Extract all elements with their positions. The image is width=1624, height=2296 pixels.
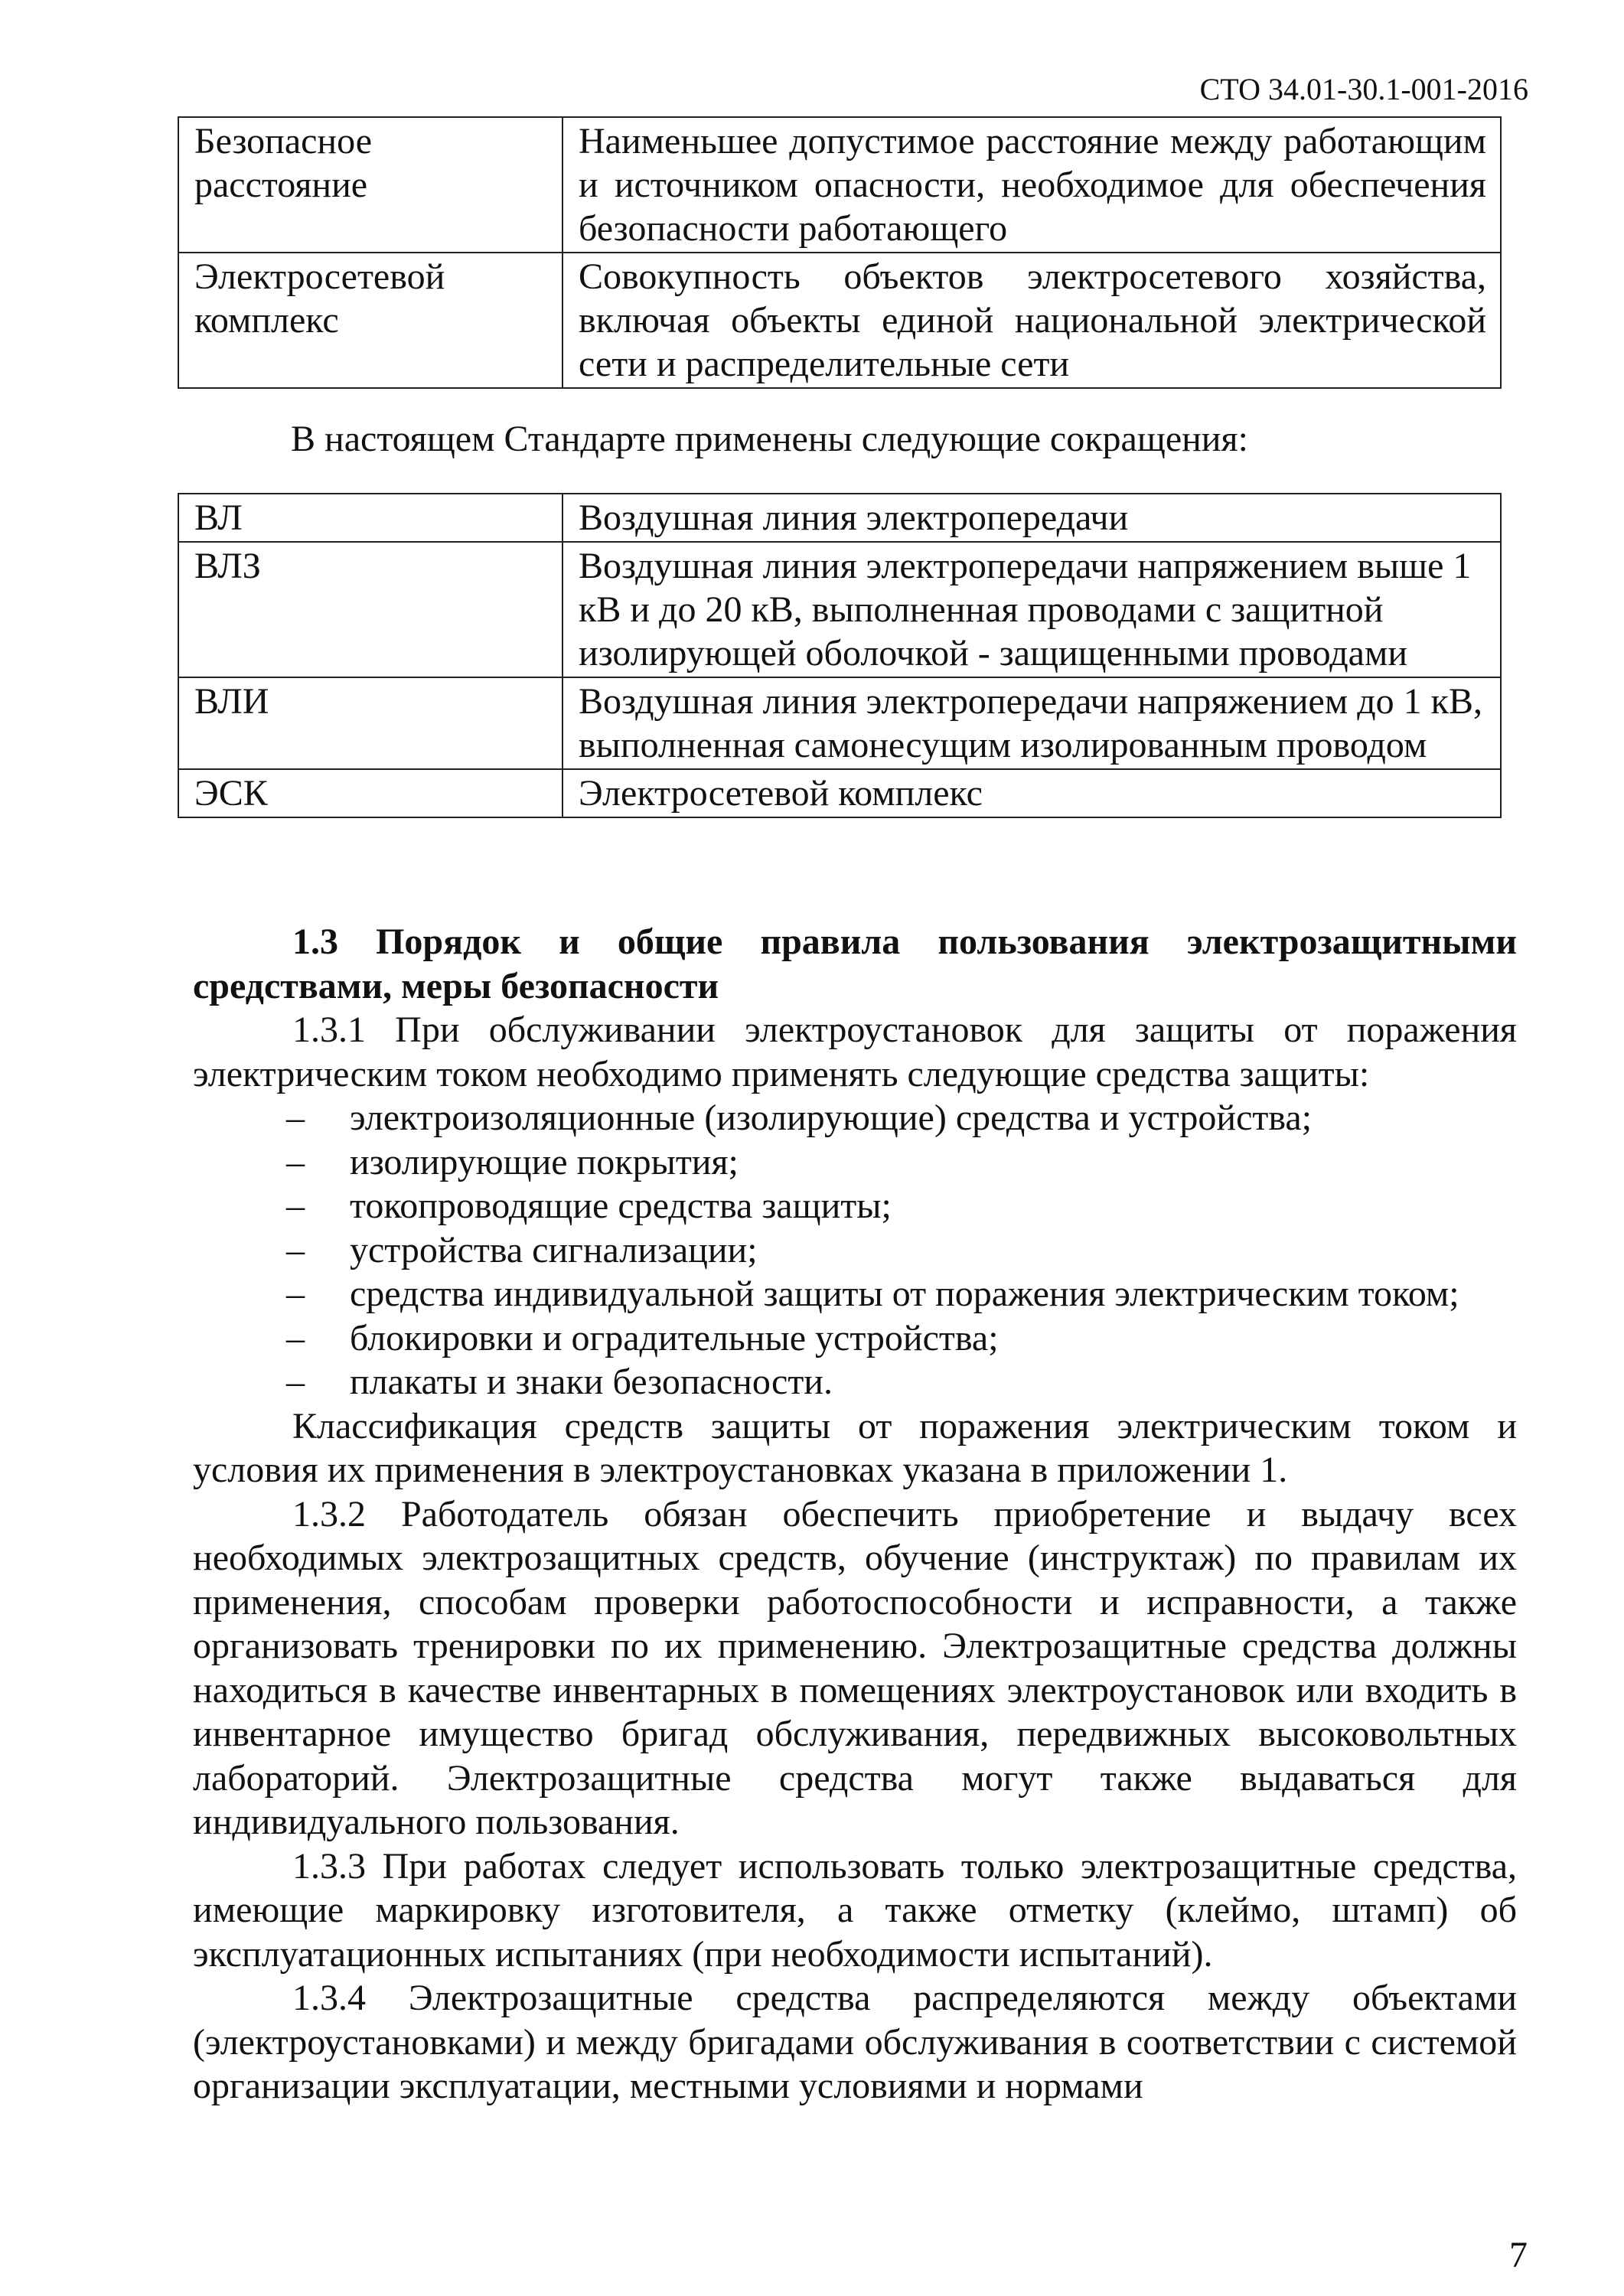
abbreviations-table [178,493,1502,818]
definition-term: Электросетевой комплекс [178,253,563,388]
list-item-text: плакаты и знаки безопасности. [350,1362,833,1402]
definition-text: Наименьшее допустимое расстояние между работающим и источником опасности, необходимое для обеспечения безопасности работающего [563,117,1501,253]
page-number: 7 [1509,2235,1528,2275]
paragraph-1-3-1: 1.3.1 При обслуживании электроустановок для защиты от поражения электрическим током необходимо применять следующие средства защиты: [193,1009,1517,1094]
protection-means-list [193,1096,1517,1404]
table-row [178,769,1501,817]
abbreviation: ВЛ [178,494,563,542]
dash-icon: – [286,1186,305,1226]
table-row [178,542,1501,677]
section-body [193,920,1517,2108]
table-row [178,494,1501,542]
table-row [178,253,1501,388]
list-item [193,1228,1517,1273]
abbreviation-meaning: Электросетевой комплекс [563,769,1501,817]
list-item-text: блокировки и оградительные устройства; [350,1317,999,1358]
abbreviations-intro: В настоящем Стандарте применены следующие сокращения: [291,419,1248,459]
list-item-text: электроизоляционные (изолирующие) средства и устройства; [350,1097,1313,1138]
list-item [193,1316,1517,1361]
dash-icon: – [286,1274,305,1314]
dash-icon: – [286,1141,305,1182]
dash-icon: – [286,1362,305,1402]
paragraph-1-3-4: 1.3.4 Электрозащитные средства распределяются между объектами (электроустановками) и между бригадами обслуживания в соответствии с системой организации эксплуатации, местными условиями и нормами [193,1978,1517,2106]
definitions-table [178,116,1502,389]
list-item [193,1272,1517,1316]
abbreviation: ВЛИ [178,677,563,769]
list-item [193,1360,1517,1404]
paragraph-classification: Классификация средств защиты от поражения электрическим током и условия их применения в электроустановках указана в приложении 1. [193,1405,1517,1490]
list-item [193,1096,1517,1140]
list-item-text: изолирующие покрытия; [350,1141,739,1182]
table-row [178,677,1501,769]
paragraph-1-3-2: 1.3.2 Работодатель обязан обеспечить приобретение и выдачу всех необходимых электрозащитных средств, обучение (инструктаж) по правилам их применения, способам проверки работоспособности и исправности, а также организовать тренировки по их применению. Электрозащитные средства должны находиться в качестве инвентарных в помещениях электроустановок или входить в инвентарное имущество бригад обслуживания, передвижных высоковольтных лабораторий. Электрозащитные средства могут также выдаваться для индивидуального пользования. [193,1493,1517,1842]
abbreviation: ЭСК [178,769,563,817]
list-item-text: токопроводящие средства защиты; [350,1186,892,1226]
paragraph-1-3-3: 1.3.3 При работах следует использовать только электрозащитные средства, имеющие маркировку изготовителя, а также отметку (клеймо, штамп) об эксплуатационных испытаниях (при необходимости испытаний). [193,1845,1517,1975]
abbreviation-meaning: Воздушная линия электропередачи напряжением до 1 кВ, выполненная самонесущим изолированным проводом [563,677,1501,769]
abbreviation-meaning: Воздушная линия электропередачи [563,494,1501,542]
definition-term: Безопасное расстояние [178,117,563,253]
table-row [178,117,1501,253]
section-heading: 1.3 Порядок и общие правила пользования электрозащитными средствами, меры безопасности [193,921,1517,1006]
abbreviation-meaning: Воздушная линия электропередачи напряжением выше 1 кВ и до 20 кВ, выполненная проводами с защитной изолирующей оболочкой - защищенными проводами [563,542,1501,677]
list-item [193,1140,1517,1185]
list-item-text: устройства сигнализации; [350,1229,758,1270]
document-code: СТО 34.01-30.1-001-2016 [1199,72,1528,106]
abbreviation: ВЛЗ [178,542,563,677]
dash-icon: – [286,1229,305,1270]
list-item [193,1184,1517,1228]
list-item-text: средства индивидуальной защиты от поражения электрическим током; [350,1274,1459,1314]
dash-icon: – [286,1097,305,1138]
dash-icon: – [286,1317,305,1358]
definition-text: Совокупность объектов электросетевого хозяйства, включая объекты единой национальной электрической сети и распределительные сети [563,253,1501,388]
